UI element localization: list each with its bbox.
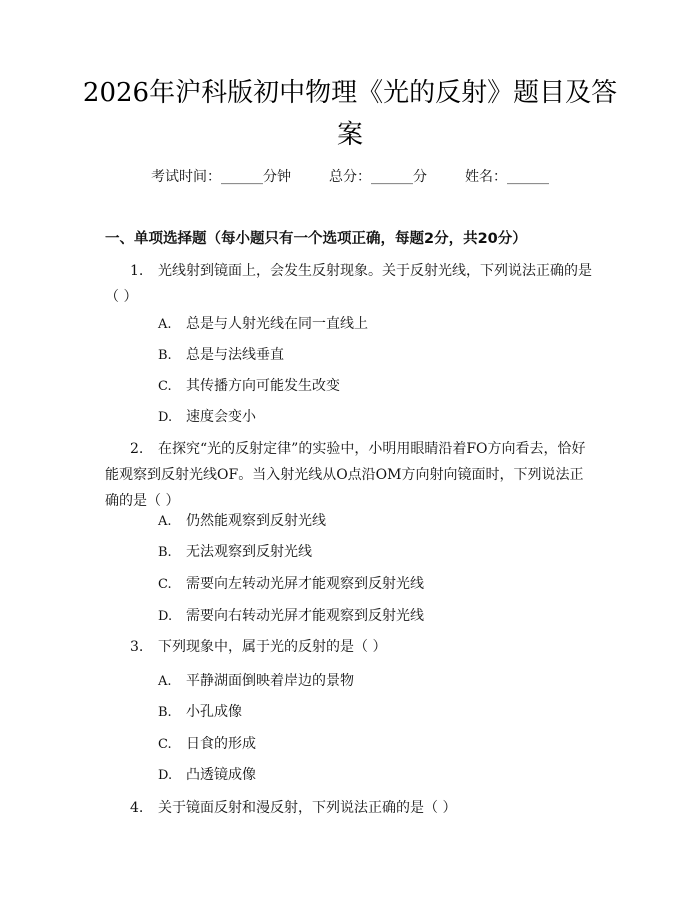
page-title: 2026年沪科版初中物理《光的反射》题目及答案 [82,78,618,150]
option-2a [158,510,326,533]
option-letter: C. [158,577,172,592]
option-3b [158,701,242,724]
option-1c [158,375,340,398]
question-number: 3. [130,639,144,655]
option-2b [158,541,312,564]
question-text: 光线射到镜面上，会发生反射现象。关于反射光线，下列说法正确的是（ ） [105,263,592,305]
option-1b [158,344,284,367]
exam-meta [0,167,700,187]
option-text: 其传播方向可能发生改变 [186,378,340,394]
option-text: 需要向左转动光屏才能观察到反射光线 [186,576,424,592]
question-2 [105,436,595,514]
option-1d [158,406,256,429]
section-heading: 一、单项选择题（每小题只有一个选项正确，每题2分，共20分） [105,231,527,247]
option-text: 无法观察到反射光线 [186,544,312,560]
question-4 [105,795,595,821]
question-3 [105,634,595,660]
option-text: 需要向右转动光屏才能观察到反射光线 [186,608,424,624]
question-text: 关于镜面反射和漫反射，下列说法正确的是（ ） [158,800,457,816]
option-text: 仍然能观察到反射光线 [186,513,326,529]
question-text: 下列现象中，属于光的反射的是（ ） [158,639,387,655]
exam-time-field: 考试时间：______分钟 [151,169,291,185]
question-1 [105,258,595,310]
option-3d [158,764,256,787]
question-number: 2. [130,441,144,457]
total-score-field: 总分：______分 [329,169,427,185]
option-3c [158,733,256,756]
question-number: 1. [130,263,144,279]
option-letter: D. [158,768,173,783]
option-text: 速度会变小 [186,409,256,425]
question-number: 4. [130,800,144,816]
option-letter: A. [158,674,172,689]
option-text: 小孔成像 [186,704,242,720]
option-text: 总是与人射光线在同一直线上 [186,316,368,332]
option-1a [158,313,368,336]
option-letter: C. [158,737,172,752]
option-letter: B. [158,545,172,560]
option-letter: B. [158,705,172,720]
option-letter: D. [158,410,173,425]
option-text: 凸透镜成像 [186,767,256,783]
option-letter: D. [158,609,173,624]
option-2c [158,573,424,596]
option-letter: A. [158,514,172,529]
option-text: 平静湖面倒映着岸边的景物 [186,673,354,689]
option-text: 日食的形成 [186,736,256,752]
option-3a [158,670,354,693]
option-letter: B. [158,348,172,363]
option-letter: C. [158,379,172,394]
name-field: 姓名：______ [465,169,549,185]
question-text: 在探究“光的反射定律”的实验中，小明用眼睛沿着FO方向看去，恰好能观察到反射光线OF。当入射光线从O点沿OM方向射向镜面时，下列说法正确的是（ ） [105,441,586,509]
option-text: 总是与法线垂直 [186,347,284,363]
option-letter: A. [158,317,172,332]
option-2d [158,605,424,628]
